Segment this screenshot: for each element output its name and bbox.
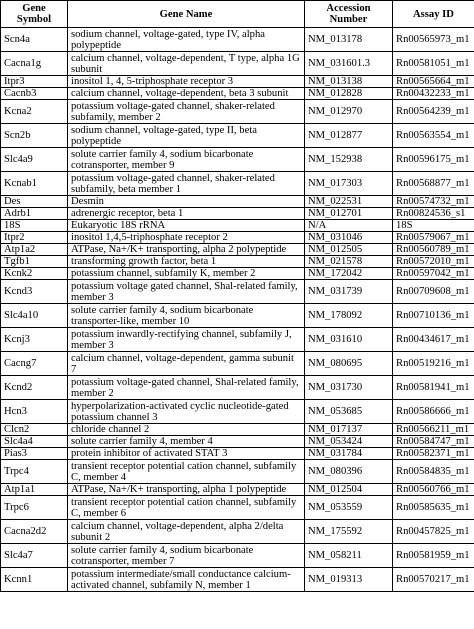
table-row (1, 76, 474, 88)
cell-accession-number: NM_022531 (305, 196, 393, 208)
cell-accession-number: NM_152938 (305, 148, 393, 172)
table-row (1, 88, 474, 100)
table-row (1, 544, 474, 568)
cell-gene-symbol: 18S (1, 220, 68, 232)
table-row (1, 172, 474, 196)
table-row (1, 220, 474, 232)
cell-gene-symbol: Slc4a10 (1, 304, 68, 328)
cell-accession-number: NM_058211 (305, 544, 393, 568)
cell-gene-symbol: Atp1a1 (1, 484, 68, 496)
cell-gene-symbol: Cacna2d2 (1, 520, 68, 544)
cell-gene-name: transient receptor potential cation channel, subfamily C, member 6 (68, 496, 305, 520)
cell-gene-name: potassium voltage-gated channel, shaker-related subfamily, beta member 1 (68, 172, 305, 196)
cell-assay-id: Rn00519216_m1 (393, 352, 474, 376)
cell-accession-number: NM_031601.3 (305, 52, 393, 76)
cell-assay-id: Rn00596175_m1 (393, 148, 474, 172)
table-row (1, 496, 474, 520)
cell-gene-name: potassium intermediate/small conductance calcium-activated channel, subfamily N, member 1 (68, 568, 305, 592)
cell-gene-name: solute carrier family 4, sodium bicarbonate transporter-like, member 10 (68, 304, 305, 328)
cell-assay-id: Rn00586666_m1 (393, 400, 474, 424)
cell-assay-id: Rn00582371_m1 (393, 448, 474, 460)
table-row (1, 520, 474, 544)
cell-accession-number: NM_012504 (305, 484, 393, 496)
cell-accession-number: NM_012970 (305, 100, 393, 124)
cell-gene-name: solute carrier family 4, sodium bicarbonate cotransporter, member 7 (68, 544, 305, 568)
cell-gene-name: calcium channel, voltage-dependent, beta 3 subunit (68, 88, 305, 100)
cell-assay-id: Rn00560789_m1 (393, 244, 474, 256)
table-row (1, 268, 474, 280)
cell-gene-name: adrenergic receptor, beta 1 (68, 208, 305, 220)
cell-gene-name: inositol 1,4,5-triphosphate receptor 2 (68, 232, 305, 244)
cell-accession-number: NM_031610 (305, 328, 393, 352)
table-row (1, 352, 474, 376)
cell-gene-name: calcium channel, voltage-dependent, T type, alpha 1G subunit (68, 52, 305, 76)
cell-accession-number: NM_031730 (305, 376, 393, 400)
table-row (1, 52, 474, 76)
cell-accession-number: NM_031046 (305, 232, 393, 244)
cell-assay-id: Rn00570217_m1 (393, 568, 474, 592)
cell-gene-symbol: Cacna1g (1, 52, 68, 76)
cell-gene-name: transforming growth factor, beta 1 (68, 256, 305, 268)
cell-gene-symbol: Scn2b (1, 124, 68, 148)
cell-gene-name: potassium voltage-gated channel, Shal-related family, member 2 (68, 376, 305, 400)
cell-gene-name: Desmin (68, 196, 305, 208)
table-row (1, 196, 474, 208)
table-row (1, 304, 474, 328)
cell-accession-number: NM_053424 (305, 436, 393, 448)
cell-accession-number: NM_178092 (305, 304, 393, 328)
table-row (1, 232, 474, 244)
cell-assay-id: Rn00581959_m1 (393, 544, 474, 568)
table-row (1, 568, 474, 592)
cell-gene-symbol: Kcnd2 (1, 376, 68, 400)
cell-gene-symbol: Scn4a (1, 28, 68, 52)
cell-gene-symbol: Adrb1 (1, 208, 68, 220)
cell-assay-id: 18S (393, 220, 474, 232)
table-row (1, 280, 474, 304)
cell-gene-symbol: Kcnj3 (1, 328, 68, 352)
cell-accession-number: NM_053685 (305, 400, 393, 424)
cell-gene-symbol: Itpr2 (1, 232, 68, 244)
cell-gene-name: potassium channel, subfamily K, member 2 (68, 268, 305, 280)
cell-gene-symbol: Slc4a9 (1, 148, 68, 172)
cell-gene-symbol: Trpc6 (1, 496, 68, 520)
cell-accession-number: NM_012877 (305, 124, 393, 148)
cell-assay-id: Rn00457825_m1 (393, 520, 474, 544)
cell-accession-number: NM_012505 (305, 244, 393, 256)
cell-accession-number: NM_017137 (305, 424, 393, 436)
cell-gene-name: potassium voltage-gated channel, shaker-related subfamily, member 2 (68, 100, 305, 124)
cell-gene-name: solute carrier family 4, member 4 (68, 436, 305, 448)
header-assay-id: Assay ID (393, 1, 474, 28)
cell-gene-name: potassium inwardly-rectifying channel, subfamily J, member 3 (68, 328, 305, 352)
cell-accession-number: NM_080695 (305, 352, 393, 376)
cell-gene-symbol: Kcnab1 (1, 172, 68, 196)
cell-accession-number: NM_175592 (305, 520, 393, 544)
cell-assay-id: Rn00581051_m1 (393, 52, 474, 76)
cell-accession-number: NM_012701 (305, 208, 393, 220)
cell-gene-name: ATPase, Na+/K+ transporting, alpha 1 polypeptide (68, 484, 305, 496)
header-accession-number: Accession Number (305, 1, 393, 28)
cell-gene-symbol: Hcn3 (1, 400, 68, 424)
cell-assay-id: Rn00565664_m1 (393, 76, 474, 88)
cell-gene-symbol: Itpr3 (1, 76, 68, 88)
cell-gene-name: hyperpolarization-activated cyclic nucleotide-gated potassium channel 3 (68, 400, 305, 424)
cell-gene-symbol: Cacng7 (1, 352, 68, 376)
cell-gene-name: calcium channel, voltage-dependent, alpha 2/delta subunit 2 (68, 520, 305, 544)
table-row (1, 424, 474, 436)
cell-assay-id: Rn00597042_m1 (393, 268, 474, 280)
cell-assay-id: Rn00574732_m1 (393, 196, 474, 208)
cell-assay-id: Rn00585635_m1 (393, 496, 474, 520)
cell-assay-id: Rn00434617_m1 (393, 328, 474, 352)
table-row (1, 244, 474, 256)
cell-gene-name: chloride channel 2 (68, 424, 305, 436)
cell-assay-id: Rn00432233_m1 (393, 88, 474, 100)
cell-gene-symbol: Kcnd3 (1, 280, 68, 304)
cell-gene-name: potassium voltage gated channel, Shal-related family, member 3 (68, 280, 305, 304)
cell-assay-id: Rn00564239_m1 (393, 100, 474, 124)
cell-assay-id: Rn00581941_m1 (393, 376, 474, 400)
cell-gene-name: Eukaryotic 18S rRNA (68, 220, 305, 232)
cell-accession-number: NM_031739 (305, 280, 393, 304)
cell-assay-id: Rn00565973_m1 (393, 28, 474, 52)
cell-accession-number: NM_013178 (305, 28, 393, 52)
cell-assay-id: Rn00584835_m1 (393, 460, 474, 484)
cell-assay-id: Rn00579067_m1 (393, 232, 474, 244)
cell-assay-id: Rn00560766_m1 (393, 484, 474, 496)
cell-gene-symbol: Kcnn1 (1, 568, 68, 592)
table-row (1, 376, 474, 400)
cell-gene-symbol: Kcnk2 (1, 268, 68, 280)
cell-gene-symbol: Slc4a4 (1, 436, 68, 448)
cell-accession-number: NM_017303 (305, 172, 393, 196)
cell-assay-id: Rn00584747_m1 (393, 436, 474, 448)
cell-gene-symbol: Des (1, 196, 68, 208)
cell-assay-id: Rn00572010_m1 (393, 256, 474, 268)
cell-accession-number: NM_172042 (305, 268, 393, 280)
table-row (1, 148, 474, 172)
table-row (1, 448, 474, 460)
cell-accession-number: N/A (305, 220, 393, 232)
cell-gene-name: ATPase, Na+/K+ transporting, alpha 2 polypeptide (68, 244, 305, 256)
cell-gene-name: sodium channel, voltage-gated, type IV, alpha polypeptide (68, 28, 305, 52)
cell-accession-number: NM_019313 (305, 568, 393, 592)
cell-accession-number: NM_021578 (305, 256, 393, 268)
cell-gene-symbol: Pias3 (1, 448, 68, 460)
cell-accession-number: NM_080396 (305, 460, 393, 484)
table-row (1, 328, 474, 352)
table-row (1, 256, 474, 268)
cell-gene-name: solute carrier family 4, sodium bicarbonate cotransporter, member 9 (68, 148, 305, 172)
cell-assay-id: Rn00710136_m1 (393, 304, 474, 328)
cell-gene-symbol: Kcna2 (1, 100, 68, 124)
cell-gene-name: sodium channel, voltage-gated, type II, beta polypeptide (68, 124, 305, 148)
cell-gene-symbol: Trpc4 (1, 460, 68, 484)
cell-assay-id: Rn00709608_m1 (393, 280, 474, 304)
header-gene-symbol: Gene Symbol (1, 1, 68, 28)
table-row (1, 124, 474, 148)
cell-gene-symbol: Slc4a7 (1, 544, 68, 568)
cell-assay-id: Rn00568877_m1 (393, 172, 474, 196)
table-row (1, 436, 474, 448)
table-row (1, 28, 474, 52)
cell-accession-number: NM_013138 (305, 76, 393, 88)
cell-assay-id: Rn00563554_m1 (393, 124, 474, 148)
header-gene-name: Gene Name (68, 1, 305, 28)
cell-assay-id: Rn00824536_s1 (393, 208, 474, 220)
table-row (1, 460, 474, 484)
cell-gene-symbol: Cacnb3 (1, 88, 68, 100)
table-row (1, 400, 474, 424)
table-row (1, 484, 474, 496)
cell-gene-symbol: Tgfb1 (1, 256, 68, 268)
cell-accession-number: NM_031784 (305, 448, 393, 460)
cell-accession-number: NM_012828 (305, 88, 393, 100)
cell-gene-name: transient receptor potential cation channel, subfamily C, member 4 (68, 460, 305, 484)
table-header-row (1, 1, 474, 28)
cell-gene-name: inositol 1, 4, 5-triphosphate receptor 3 (68, 76, 305, 88)
cell-gene-symbol: Clcn2 (1, 424, 68, 436)
cell-gene-name: calcium channel, voltage-dependent, gamma subunit 7 (68, 352, 305, 376)
table-row (1, 100, 474, 124)
cell-gene-name: protein inhibitor of activated STAT 3 (68, 448, 305, 460)
table-row (1, 208, 474, 220)
cell-assay-id: Rn00566211_m1 (393, 424, 474, 436)
table-body (1, 28, 474, 592)
cell-accession-number: NM_053559 (305, 496, 393, 520)
cell-gene-symbol: Atp1a2 (1, 244, 68, 256)
